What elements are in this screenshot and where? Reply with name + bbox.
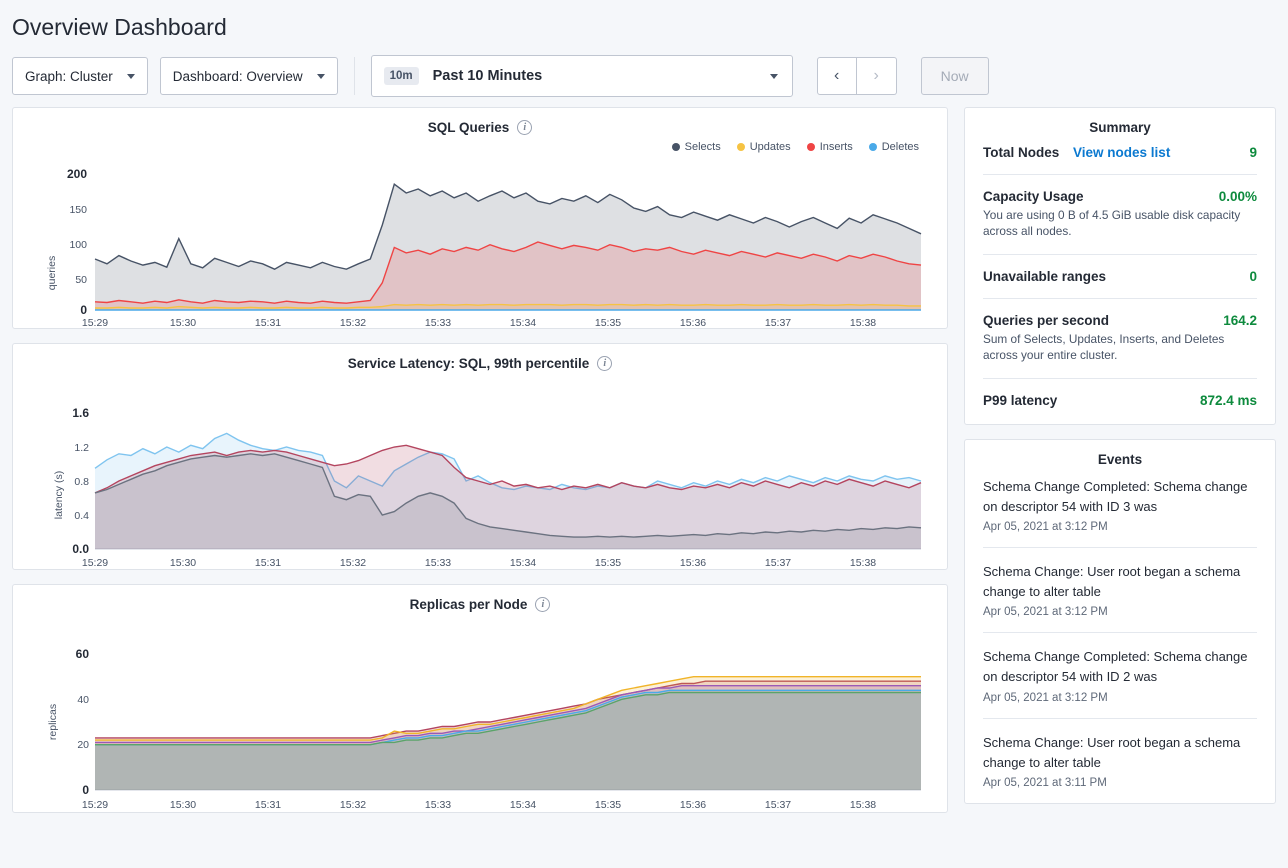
x-tick: 15:34 (509, 799, 537, 811)
y-axis-label: latency (s) (53, 470, 66, 520)
event-timestamp: Apr 05, 2021 at 3:12 PM (983, 691, 1108, 704)
time-nav-group (817, 57, 897, 95)
y-tick: 0 (82, 783, 89, 797)
x-tick: 15:35 (594, 317, 622, 328)
y-tick: 0.8 (74, 476, 89, 488)
dashboard-select-label: Dashboard: Overview (172, 68, 303, 84)
y-tick: 50 (75, 274, 87, 286)
divider (983, 547, 1257, 548)
x-tick: 15:35 (594, 799, 622, 811)
x-tick: 15:35 (594, 557, 622, 569)
info-icon[interactable]: i (597, 356, 612, 371)
divider (983, 254, 1257, 255)
y-tick: 60 (75, 647, 89, 661)
sql-queries-card (12, 107, 948, 329)
x-tick: 15:38 (849, 799, 877, 811)
summary-row-p99-latency (965, 393, 1275, 424)
x-tick: 15:36 (679, 557, 707, 569)
x-tick: 15:37 (764, 317, 792, 328)
event-item[interactable] (965, 477, 1275, 533)
service-latency-card (12, 343, 948, 570)
next-time-button[interactable]: › (857, 57, 897, 95)
summary-card (964, 107, 1276, 425)
x-tick: 15:29 (81, 799, 109, 811)
summary-label: P99 latency (983, 392, 1058, 408)
y-tick: 150 (69, 204, 87, 216)
event-title: Schema Change Completed: Schema change on descriptor 54 with ID 3 was (983, 478, 1248, 514)
x-tick: 15:32 (339, 799, 367, 811)
x-tick: 15:32 (339, 317, 367, 328)
dashboard-select[interactable] (160, 57, 338, 95)
event-item[interactable] (965, 733, 1275, 803)
event-item[interactable] (965, 562, 1275, 618)
y-tick: 0 (80, 303, 87, 317)
summary-label-text: Total Nodes (983, 145, 1060, 160)
x-tick: 15:38 (849, 317, 877, 328)
x-tick: 15:33 (424, 317, 452, 328)
y-tick: 20 (77, 739, 89, 751)
divider (983, 298, 1257, 299)
graph-select-label: Graph: Cluster (25, 68, 113, 84)
page-title: Overview Dashboard (12, 14, 227, 40)
replicas-per-node-card (12, 584, 948, 813)
summary-row-total-nodes (965, 145, 1275, 160)
legend-item-updates[interactable] (737, 141, 791, 153)
sidebar-column (964, 107, 1276, 818)
x-tick: 15:36 (679, 317, 707, 328)
legend-item-deletes[interactable] (869, 141, 919, 153)
divider (983, 718, 1257, 719)
x-tick: 15:31 (254, 799, 282, 811)
legend-dot-icon (737, 143, 745, 151)
events-heading: Events (1097, 451, 1143, 467)
replicas-plot[interactable] (13, 614, 947, 812)
y-tick: 200 (66, 167, 87, 181)
x-tick: 15:29 (81, 317, 109, 328)
view-nodes-list-link[interactable]: View nodes list (1073, 145, 1171, 160)
legend-item-selects[interactable] (672, 141, 721, 153)
replicas-svg (13, 632, 947, 812)
event-timestamp: Apr 05, 2021 at 3:12 PM (983, 606, 1108, 619)
event-timestamp: Apr 05, 2021 at 3:12 PM (983, 520, 1108, 533)
summary-row-queries-per-second (965, 313, 1275, 364)
summary-value: 0.00% (1218, 189, 1257, 204)
event-item[interactable] (965, 647, 1275, 703)
replicas-title-row (13, 585, 947, 614)
sql-queries-legend (13, 137, 947, 153)
service-latency-svg (13, 391, 947, 569)
legend-item-inserts[interactable] (807, 141, 853, 153)
sql-queries-plot[interactable] (13, 153, 947, 328)
summary-row-capacity-usage (965, 189, 1275, 240)
summary-value: 9 (1249, 145, 1257, 160)
y-tick: 1.2 (74, 442, 89, 454)
y-tick: 100 (69, 239, 87, 251)
x-tick: 15:34 (509, 317, 537, 328)
toolbar (0, 41, 1288, 107)
chevron-down-icon (770, 74, 778, 79)
summary-value: 872.4 ms (1199, 392, 1257, 408)
graph-select[interactable] (12, 57, 148, 95)
y-tick: 0.4 (74, 510, 89, 522)
summary-value: 0 (1249, 268, 1257, 284)
prev-time-button[interactable]: ‹ (817, 57, 857, 95)
legend-label: Inserts (819, 141, 853, 153)
info-icon[interactable]: i (535, 597, 550, 612)
divider (983, 174, 1257, 175)
dashboard-body (0, 107, 1288, 827)
x-tick: 15:30 (169, 317, 197, 328)
x-tick: 15:37 (764, 799, 792, 811)
summary-label: Queries per second (983, 312, 1110, 328)
event-title: Schema Change: User root began a schema change to alter table (983, 734, 1241, 770)
chart-title: Replicas per Node (409, 597, 528, 612)
events-card (964, 439, 1276, 804)
x-tick: 15:34 (509, 557, 537, 569)
chevron-down-icon (127, 74, 135, 79)
y-tick: 0.0 (72, 542, 89, 556)
summary-heading: Summary (1089, 120, 1151, 135)
time-range-select[interactable] (371, 55, 793, 97)
legend-dot-icon (869, 143, 877, 151)
x-tick: 15:29 (81, 557, 109, 569)
y-axis-label: replicas (47, 703, 60, 741)
summary-label (983, 145, 1170, 160)
x-tick: 15:31 (254, 317, 282, 328)
legend-dot-icon (672, 143, 680, 151)
sql-queries-title-row (13, 108, 947, 137)
summary-description: You are using 0 B of 4.5 GiB usable disk capacity across all nodes. (983, 208, 1241, 238)
info-icon[interactable]: i (517, 120, 532, 135)
x-tick: 15:33 (424, 557, 452, 569)
summary-row-unavailable-ranges (965, 269, 1275, 284)
y-axis-label: queries (46, 255, 59, 291)
chart-title: SQL Queries (427, 120, 510, 135)
summary-value: 164.2 (1223, 312, 1257, 328)
x-tick: 15:37 (764, 557, 792, 569)
summary-label: Capacity Usage (983, 189, 1084, 204)
service-latency-plot[interactable] (13, 373, 947, 569)
x-tick: 15:32 (339, 557, 367, 569)
sql-queries-svg (13, 153, 947, 328)
charts-column (12, 107, 948, 827)
event-title: Schema Change Completed: Schema change on descriptor 54 with ID 2 was (983, 649, 1248, 685)
divider (983, 632, 1257, 633)
toolbar-divider (354, 57, 355, 95)
service-latency-title-row (13, 344, 947, 373)
y-tick: 40 (77, 694, 89, 706)
time-range-label: Past 10 Minutes (432, 68, 543, 84)
x-tick: 15:33 (424, 799, 452, 811)
now-button[interactable]: Now (921, 57, 989, 95)
legend-label: Updates (749, 141, 791, 153)
legend-label: Deletes (881, 141, 919, 153)
event-title: Schema Change: User root began a schema change to alter table (983, 563, 1241, 600)
divider (983, 378, 1257, 379)
time-range-badge: 10m (384, 67, 419, 85)
legend-label: Selects (684, 141, 721, 153)
chevron-down-icon (317, 74, 325, 79)
summary-description: Sum of Selects, Updates, Inserts, and Deletes across your entire cluster. (983, 331, 1225, 362)
x-tick: 15:30 (169, 799, 197, 811)
x-tick: 15:30 (169, 557, 197, 569)
legend-dot-icon (807, 143, 815, 151)
x-tick: 15:36 (679, 799, 707, 811)
summary-label: Unavailable ranges (983, 268, 1107, 284)
x-tick: 15:38 (849, 557, 877, 569)
x-tick: 15:31 (254, 557, 282, 569)
event-timestamp: Apr 05, 2021 at 3:11 PM (983, 776, 1107, 789)
y-tick: 1.6 (72, 406, 89, 420)
chart-title: Service Latency: SQL, 99th percentile (347, 356, 590, 371)
